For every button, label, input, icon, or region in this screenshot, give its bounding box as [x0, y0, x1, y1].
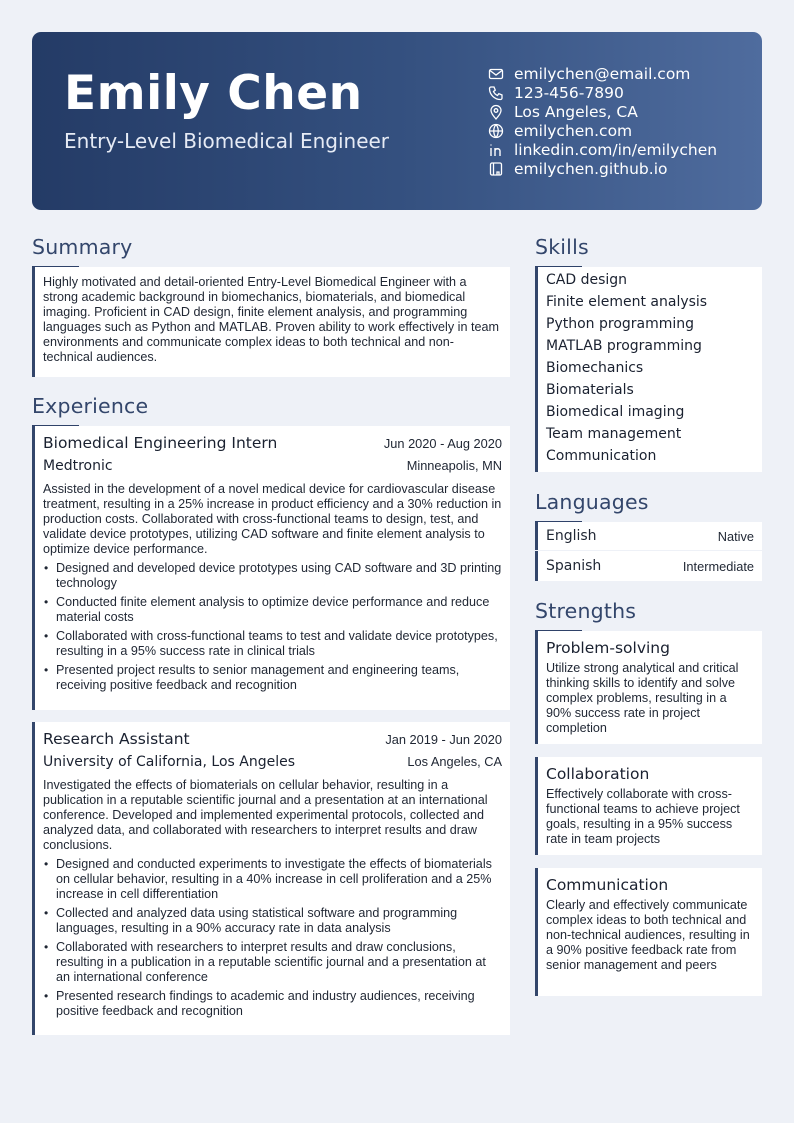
- contact-location-text: Los Angeles, CA: [514, 102, 638, 121]
- candidate-title: Entry-Level Biomedical Engineer: [64, 129, 390, 153]
- strength-item: [535, 757, 762, 855]
- experience-bullet: • Designed and developed device prototypes using CAD software and 3D printing technology: [43, 561, 502, 591]
- language-level: Native: [717, 528, 754, 544]
- globe-icon: [488, 123, 504, 139]
- experience-bullet: • Collected and analyzed data using statistical software and programming languages, resulting in a 90% accuracy rate in data analysis: [43, 906, 502, 936]
- contact-email[interactable]: [488, 64, 717, 83]
- strength-text: Effectively collaborate with cross-functional teams to achieve project goals, resulting in a 95% success rate in team projects: [546, 787, 740, 846]
- contact-github[interactable]: [488, 159, 717, 178]
- language-item: [535, 551, 762, 581]
- experience-description: Assisted in the development of a novel medical device for cardiovascular disease treatment, resulting in a 25% increase in product efficiency and a 30% reduction in production costs. Collaborated with cross-functional teams to design, test, and validate device prototypes, utilizing CAD software and finite element analysis to optimize device performance.: [43, 482, 502, 556]
- experience-item: [32, 426, 510, 710]
- location-icon: [488, 104, 504, 120]
- skill-item: Biomedical imaging: [546, 404, 685, 420]
- experience-bullet: • Presented research findings to academic and industry audiences, receiving positive feedback and recognition: [43, 989, 502, 1019]
- strength-text: Utilize strong analytical and critical thinking skills to identify and solve complex problems, resulting in a 90% success rate in project completion: [546, 661, 739, 735]
- skills-heading: Skills: [535, 235, 589, 259]
- experience-bullet: • Collaborated with cross-functional teams to test and validate device prototypes, resulting in a 95% success rate in clinical trials: [43, 629, 502, 659]
- experience-org: University of California, Los Angeles: [43, 754, 296, 770]
- skill-item: Biomechanics: [546, 360, 644, 376]
- skill-item: Python programming: [546, 316, 695, 332]
- strength-item: [535, 868, 762, 996]
- summary-text: Highly motivated and detail-oriented Entry-Level Biomedical Engineer with a strong academic background in biomechanics, biomaterials, and biomedical imaging. Proficient in CAD design, finite element analysis, and programming languages such as Python and MATLAB. Proven ability to work effectively in team environments and communicate complex ideas to both technical and non-technical audiences.: [43, 275, 499, 364]
- strength-item: [535, 631, 762, 744]
- email-icon: [488, 66, 504, 82]
- experience-dates: Jun 2020 - Aug 2020: [383, 436, 502, 451]
- experience-bullet: • Presented project results to senior management and engineering teams, receiving positive feedback and recognition: [43, 663, 502, 693]
- experience-role: Research Assistant: [43, 730, 190, 748]
- languages-heading: Languages: [535, 490, 649, 514]
- experience-org: Medtronic: [43, 458, 113, 474]
- experience-location: Los Angeles, CA: [407, 754, 502, 769]
- skill-item: CAD design: [546, 272, 628, 288]
- contact-website[interactable]: [488, 121, 717, 140]
- experience-role: Biomedical Engineering Intern: [43, 434, 278, 452]
- experience-bullet: • Conducted finite element analysis to optimize device performance and reduce material costs: [43, 595, 502, 625]
- experience-bullets: [43, 561, 502, 693]
- contact-linkedin[interactable]: [488, 140, 717, 159]
- strength-title: Communication: [546, 876, 669, 894]
- experience-heading: Experience: [32, 394, 149, 418]
- summary-heading: Summary: [32, 235, 133, 259]
- strength-text: Clearly and effectively communicate complex ideas to both technical and non-technical audiences, resulting in a 90% positive feedback rate from senior management and peers: [546, 898, 750, 972]
- contact-phone-text: 123-456-7890: [514, 83, 624, 102]
- skill-item: MATLAB programming: [546, 338, 702, 354]
- skill-item: Team management: [546, 426, 682, 442]
- strength-title: Collaboration: [546, 765, 650, 783]
- experience-item: [32, 722, 510, 1035]
- experience-item-header: [43, 730, 502, 748]
- experience-bullet: • Collaborated with researchers to interpret results and draw conclusions, resulting in a publication in a reputable scientific journal and a presentation at an international conference: [43, 940, 502, 985]
- contact-website-text: emilychen.com: [514, 121, 633, 140]
- candidate-name: Emily Chen: [64, 66, 363, 121]
- skill-item: Finite element analysis: [546, 294, 708, 310]
- experience-item-subheader: [43, 458, 502, 474]
- language-name: Spanish: [546, 558, 602, 574]
- strength-title: Problem-solving: [546, 639, 670, 657]
- phone-icon: [488, 85, 504, 101]
- linkedin-icon: [488, 142, 504, 158]
- experience-item-header: [43, 434, 502, 452]
- strengths-heading: Strengths: [535, 599, 637, 623]
- experience-dates: Jan 2019 - Jun 2020: [385, 732, 502, 747]
- contact-linkedin-text: linkedin.com/in/emilychen: [514, 140, 718, 159]
- contact-email-text: emilychen@email.com: [514, 64, 691, 83]
- experience-location: Minneapolis, MN: [406, 458, 502, 473]
- experience-bullets: [43, 857, 502, 1019]
- contact-github-text: emilychen.github.io: [514, 159, 668, 178]
- github-icon: [488, 161, 504, 177]
- contact-phone[interactable]: [488, 83, 717, 102]
- skills-card: [535, 267, 762, 472]
- skill-item: Biomaterials: [546, 382, 634, 398]
- skill-item: Communication: [546, 448, 657, 464]
- language-item: [535, 522, 762, 550]
- language-level: Intermediate: [682, 558, 754, 574]
- resume-header: [32, 32, 762, 210]
- experience-item-subheader: [43, 754, 502, 770]
- language-name: English: [546, 528, 597, 544]
- contact-location: [488, 102, 717, 121]
- contact-list: [488, 64, 717, 178]
- experience-bullet: • Designed and conducted experiments to investigate the effects of biomaterials on cellular behavior, resulting in a 40% increase in cell proliferation and a 25% increase in cell differentiation: [43, 857, 502, 902]
- experience-description: Investigated the effects of biomaterials on cellular behavior, resulting in a publication in a reputable scientific journal and a presentation at an international conference. Developed and implemented experimental protocols, collected and analyzed data, and collaborated with researchers to interpret results and draw conclusions.: [43, 778, 488, 852]
- summary-card: [32, 267, 510, 377]
